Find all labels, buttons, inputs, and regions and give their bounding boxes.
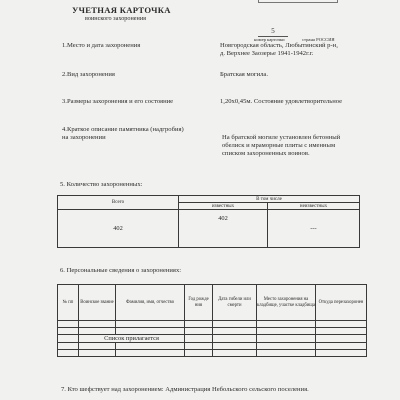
total-count-cell: 402: [58, 210, 179, 248]
col-known-header: известных: [179, 203, 268, 210]
table-row: [58, 350, 367, 357]
col-reburied-from-header: Откуда перезахоронен: [316, 285, 367, 321]
personal-data-table: [57, 284, 367, 357]
field-4-value-line2: обелиск и мраморные плиты с именным: [222, 142, 336, 149]
field-4-label-line1: 4.Краткое описание памятника (надгробия): [62, 126, 184, 133]
table-row: [58, 343, 367, 350]
patronage-line: 7. Кто шефствует над захоронением: Администрация Небольского сельского поселения.: [61, 386, 309, 393]
col-unknown-header: неизвестных: [268, 203, 360, 210]
burial-count-table: [57, 195, 360, 248]
field-4-value-line3: списком захороненных воинов.: [222, 150, 310, 157]
col-death-date-header: Дата гибели или смерти: [213, 285, 257, 321]
card-title: УЧЕТНАЯ КАРТОЧКА: [72, 5, 171, 15]
top-stamp-box: [258, 0, 338, 3]
field-3-value: 1,20х0,45м. Состояние удовлетворительное: [220, 98, 343, 105]
col-burial-place-header: Место захоронения на кладбище, участке кладбища: [257, 285, 316, 321]
card-subtitle: воинского захоронения: [85, 15, 147, 22]
list-attached-note: Список прилагается: [79, 335, 185, 343]
table-row: [58, 335, 367, 343]
personal-section-label: 6. Персональные сведения о захоронениях:: [60, 267, 182, 274]
field-1-value-line2: д. Верхнее Заозерье 1941-1942г.г.: [220, 50, 314, 57]
field-4-label-line2: на захоронении: [62, 134, 106, 141]
unknown-count-cell: ---: [268, 210, 360, 248]
col-total-header: Всего: [58, 196, 179, 210]
table-row: [58, 321, 367, 328]
col-birth-year-header: Год рожде ния: [185, 285, 213, 321]
col-name-header: Фамилия, имя, отчество: [116, 285, 185, 321]
card-number: 5: [258, 27, 288, 37]
country-label: страна РОССИЯ: [302, 37, 335, 42]
card-number-caption: номер карточки: [254, 37, 285, 42]
field-2-value: Братская могила.: [220, 71, 269, 78]
table-row: [58, 328, 367, 335]
col-including-header: В том числе: [179, 196, 360, 203]
field-2-label: 2.Вид захоронения: [62, 71, 115, 78]
field-3-label: 3.Размеры захоронения и его состояние: [62, 98, 174, 105]
col-number-header: № пп: [58, 285, 79, 321]
field-4-value-line1: На братской могиле установлен бетонный: [222, 134, 341, 141]
field-1-label: 1.Место и дата захоронения: [62, 42, 141, 49]
count-section-label: 5. Количество захороненных:: [60, 181, 143, 188]
known-count-cell: 402: [179, 210, 268, 248]
field-1-value-line1: Новгородская область, Любытинский р-н,: [220, 42, 338, 49]
col-rank-header: Воинское звание: [79, 285, 116, 321]
